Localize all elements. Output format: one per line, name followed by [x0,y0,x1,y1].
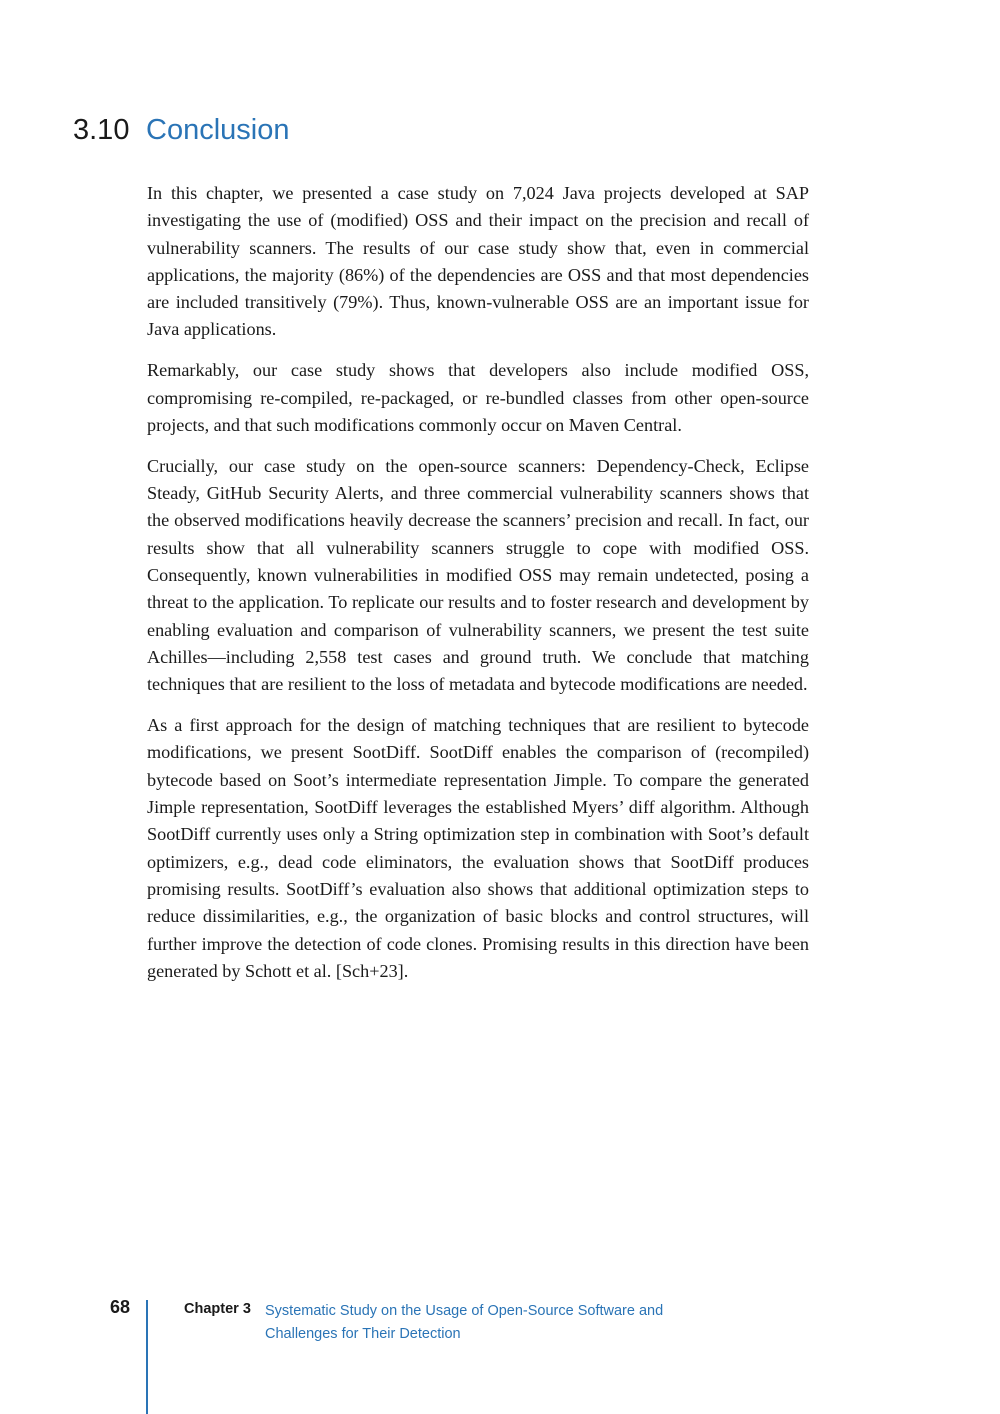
chapter-label: Chapter 3 [184,1301,251,1317]
body-text [147,180,809,999]
paragraph-1: In this chapter, we presented a case study on 7,024 Java projects developed at SAP investigating the use of (modified) OSS and their impact on the precision and recall of vulnerability scanners. The results of our case study show that, even in commercial applications, the majority (86%) of the dependencies are OSS and that most dependencies are included transitively (79%). Thus, known-vulnerable OSS are an important issue for Java applications. [147,183,809,340]
page-number: 68 [109,1297,130,1317]
footer-divider [146,1300,148,1414]
paragraph-2: Remarkably, our case study shows that developers also include modified OSS, compromising re-compiled, re-packaged, or re-bundled classes from other open-source projects, and that such modifications commonly occur on Maven Central. [147,360,809,435]
section-title: Conclusion [146,114,290,146]
paragraph-4: As a first approach for the design of matching techniques that are resilient to bytecode modifications, we present SootDiff. SootDiff enables the comparison of (recompiled) bytecode based on Soot’s intermediate representation Jimple. To compare the generated Jimple representation, SootDiff leverages the established Myers’ diff algorithm. Although SootDiff currently uses only a String optimization step in combination with Soot’s default optimizers, e.g., dead code eliminators, the evaluation shows that SootDiff produces promising results. SootDiff’s evaluation also shows that additional optimization steps to reduce dissimilarities, e.g., the organization of basic blocks and control structures, will further improve the detection of code clones. Promising results in this direction have been generated by Schott et al. [Sch+23]. [147,715,809,981]
section-heading [73,110,289,150]
chapter-title-line-2: Challenges for Their Detection [265,1325,461,1342]
section-number: 3.10 [73,114,130,146]
chapter-title [265,1300,735,1345]
paragraph-3: Crucially, our case study on the open-source scanners: Dependency-Check, Eclipse Steady, GitHub Security Alerts, and three commercial vulnerability scanners shows that the observed modifications heavily decrease the scanners’ precision and recall. In fact, our results show that all vulnerability scanners struggle to cope with modified OSS. Consequently, known vulnerabilities in modified OSS may remain undetected, posing a threat to the application. To replicate our results and to foster research and development by enabling evaluation and comparison of vulnerability scanners, we present the test suite Achilles—including 2,558 test cases and ground truth. We conclude that matching techniques that are resilient to the loss of metadata and bytecode modifications are needed. [147,455,809,695]
chapter-title-line-1: Systematic Study on the Usage of Open-Source Software and [265,1303,664,1319]
